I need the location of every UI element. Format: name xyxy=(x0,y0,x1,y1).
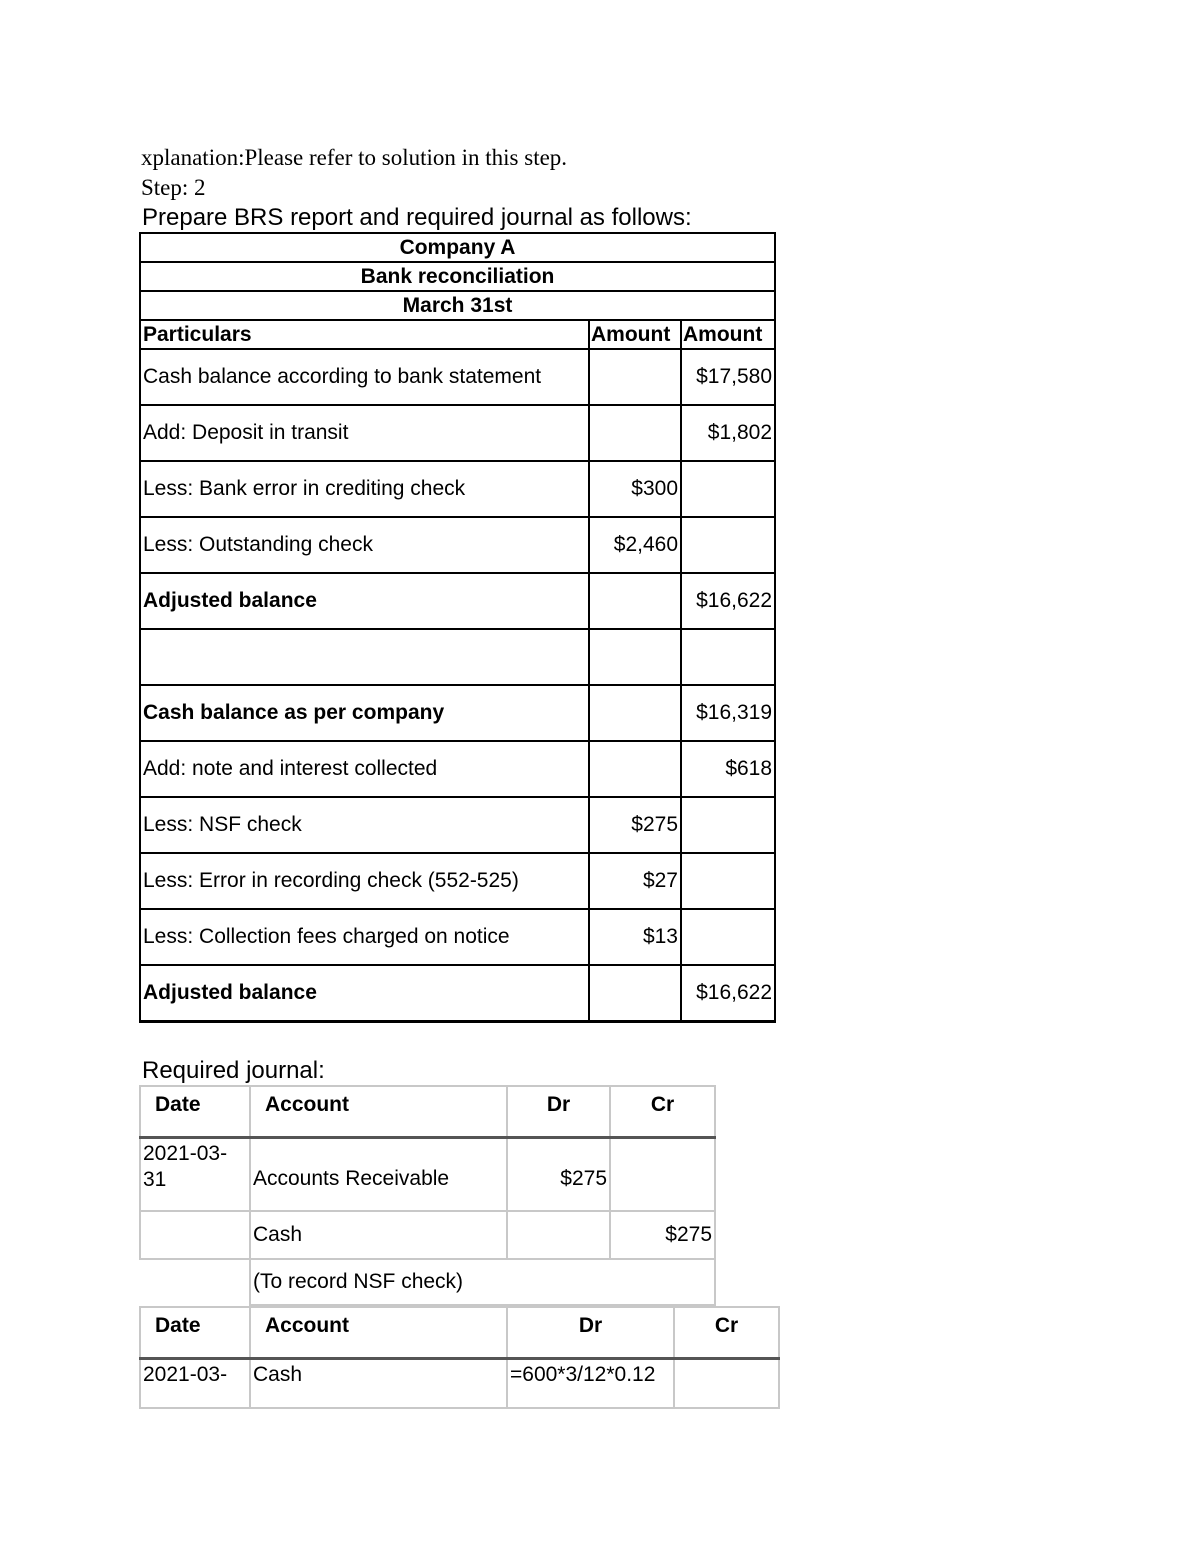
row-amount1: $27 xyxy=(589,853,681,909)
row-particulars: Cash balance according to bank statement xyxy=(140,349,589,405)
row-amount2: $1,802 xyxy=(681,405,775,461)
row-particulars: Add: note and interest collected xyxy=(140,741,589,797)
row-amount1 xyxy=(589,685,681,741)
row-amount1 xyxy=(589,349,681,405)
row-amount1: $2,460 xyxy=(589,517,681,573)
row-amount2 xyxy=(681,629,775,685)
entry-date xyxy=(140,1211,250,1259)
column-header-cr: Cr xyxy=(674,1307,779,1358)
explanation-line: xplanation:Please refer to solution in this step. xyxy=(141,145,568,170)
entry-cr xyxy=(674,1358,779,1408)
table-row xyxy=(140,685,775,741)
row-amount1: $300 xyxy=(589,461,681,517)
table-row xyxy=(140,909,775,965)
journal-table-nsf xyxy=(139,1085,716,1306)
row-amount2: $17,580 xyxy=(681,349,775,405)
table-row xyxy=(140,1211,715,1259)
column-header-date: Date xyxy=(140,1086,250,1137)
report-date: March 31st xyxy=(140,291,775,320)
table-row xyxy=(140,1358,779,1408)
column-header-date: Date xyxy=(140,1307,250,1358)
row-particulars: Cash balance as per company xyxy=(140,685,589,741)
row-particulars: Less: Error in recording check (552-525) xyxy=(140,853,589,909)
column-header-particulars: Particulars xyxy=(140,320,589,349)
entry-account: Accounts Receivable xyxy=(250,1137,507,1211)
row-particulars: Adjusted balance xyxy=(140,573,589,629)
row-amount1 xyxy=(589,741,681,797)
row-amount1 xyxy=(589,629,681,685)
row-amount2 xyxy=(681,461,775,517)
row-amount1 xyxy=(589,965,681,1022)
column-header-dr: Dr xyxy=(507,1086,610,1137)
row-particulars: Less: NSF check xyxy=(140,797,589,853)
entry-date: 2021-03-31 xyxy=(140,1137,250,1211)
row-particulars: Adjusted balance xyxy=(140,965,589,1022)
table-row xyxy=(140,853,775,909)
row-amount1: $13 xyxy=(589,909,681,965)
column-header-amount: Amount xyxy=(681,320,775,349)
table-row xyxy=(140,349,775,405)
entry-account: Cash xyxy=(250,1358,507,1408)
column-header-amount: Amount xyxy=(589,320,681,349)
row-amount2 xyxy=(681,909,775,965)
entry-account: Cash xyxy=(250,1211,507,1259)
table-row xyxy=(140,1259,715,1305)
entry-cr: $275 xyxy=(610,1211,715,1259)
row-amount2: $16,622 xyxy=(681,965,775,1022)
row-amount2: $16,622 xyxy=(681,573,775,629)
company-name: Company A xyxy=(140,233,775,262)
table-row xyxy=(140,741,775,797)
step-label: Step: 2 xyxy=(141,175,206,200)
row-amount1 xyxy=(589,405,681,461)
table-row xyxy=(140,517,775,573)
column-header-account: Account xyxy=(250,1307,507,1358)
row-particulars: Add: Deposit in transit xyxy=(140,405,589,461)
table-row xyxy=(140,1137,715,1211)
entry-cr xyxy=(610,1137,715,1211)
row-amount2: $16,319 xyxy=(681,685,775,741)
table-row xyxy=(140,797,775,853)
report-title: Bank reconciliation xyxy=(140,262,775,291)
table-row xyxy=(140,461,775,517)
column-header-account: Account xyxy=(250,1086,507,1137)
row-amount1: $275 xyxy=(589,797,681,853)
table-row xyxy=(140,965,775,1022)
row-amount2: $618 xyxy=(681,741,775,797)
row-amount1 xyxy=(589,573,681,629)
entry-narration: (To record NSF check) xyxy=(250,1259,715,1305)
brs-heading: Prepare BRS report and required journal as follows: xyxy=(142,204,692,231)
table-row xyxy=(140,573,775,629)
column-header-dr: Dr xyxy=(507,1307,674,1358)
entry-date: 2021-03- xyxy=(140,1358,250,1408)
row-amount2 xyxy=(681,517,775,573)
row-amount2 xyxy=(681,853,775,909)
journal-table-note xyxy=(139,1306,780,1409)
entry-dr: $275 xyxy=(507,1137,610,1211)
table-row xyxy=(140,629,775,685)
table-row xyxy=(140,405,775,461)
row-particulars: Less: Bank error in crediting check xyxy=(140,461,589,517)
entry-dr: =600*3/12*0.12 xyxy=(507,1358,674,1408)
row-amount2 xyxy=(681,797,775,853)
blank-cell xyxy=(140,1259,250,1305)
entry-dr xyxy=(507,1211,610,1259)
row-particulars xyxy=(140,629,589,685)
row-particulars: Less: Outstanding check xyxy=(140,517,589,573)
row-particulars: Less: Collection fees charged on notice xyxy=(140,909,589,965)
journal-heading: Required journal: xyxy=(142,1057,325,1084)
column-header-cr: Cr xyxy=(610,1086,715,1137)
bank-reconciliation-table xyxy=(139,232,776,1023)
